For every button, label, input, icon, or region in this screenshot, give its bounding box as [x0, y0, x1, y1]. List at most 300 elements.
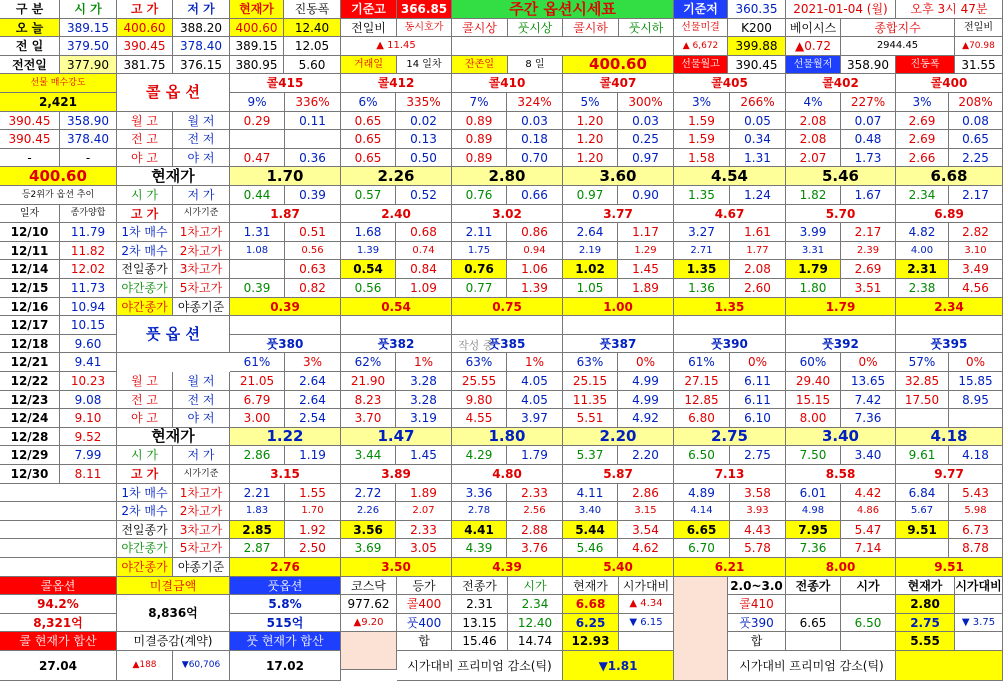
call-pct-a-2[interactable]: 7% — [452, 93, 507, 112]
put-buy1-b-3[interactable]: 2.86 — [618, 484, 674, 502]
put-month-b-0[interactable]: 2.64 — [285, 372, 341, 391]
today-h3[interactable]: 콜시상 — [452, 19, 508, 37]
put-close3-a-0[interactable]: 2.85 — [230, 521, 285, 539]
put-night5-a-2[interactable]: 4.39 — [452, 539, 507, 558]
put-buy1-a-6[interactable]: 6.84 — [896, 484, 949, 502]
put-prevd-a-1[interactable]: 8.23 — [341, 391, 396, 409]
history-value-7[interactable]: 9.41 — [60, 353, 117, 372]
put-night5-a-0[interactable]: 2.87 — [230, 539, 285, 558]
prev2-low[interactable]: 376.15 — [173, 56, 230, 74]
rowlabel-nbasis[interactable]: 야종기준 — [173, 298, 230, 316]
rowlabel-tgt2[interactable]: 2차고가 — [173, 502, 230, 521]
call-high-2[interactable]: 3.02 — [452, 205, 563, 223]
label-basis-low[interactable]: 기준저 — [674, 0, 728, 19]
put-night-b-2[interactable]: 3.97 — [507, 409, 563, 428]
basis-low[interactable]: 360.35 — [728, 0, 786, 19]
prev-high[interactable]: 390.45 — [117, 37, 173, 56]
put-buy2-a-6[interactable]: 5.67 — [896, 502, 949, 521]
put-prevd-a-2[interactable]: 9.80 — [452, 391, 507, 409]
right-r_sum-0[interactable]: 합 — [728, 632, 786, 651]
rowlabel-buy1[interactable]: 1차 매수 — [117, 223, 173, 242]
right-r_head-4[interactable]: 시가대비 — [955, 577, 1003, 595]
spacer-3[interactable] — [563, 316, 674, 335]
call-pct-b-0[interactable]: 336% — [285, 93, 341, 112]
trading-days[interactable]: 14 일차 — [397, 56, 452, 74]
call-buy1-b-6[interactable]: 2.82 — [949, 223, 1003, 242]
put-prevd-b-2[interactable]: 4.05 — [507, 391, 563, 409]
call-buy1-b-0[interactable]: 0.51 — [285, 223, 341, 242]
call-month-a-5[interactable]: 2.08 — [786, 112, 841, 130]
call-strike-5[interactable]: 콜402 — [786, 74, 896, 93]
history-value-3[interactable]: 11.73 — [60, 279, 117, 298]
put-buy1-a-5[interactable]: 6.01 — [786, 484, 841, 502]
right-prem-value[interactable] — [896, 651, 1003, 681]
today-low[interactable]: 388.20 — [173, 19, 230, 37]
call-buy1-a-1[interactable]: 1.68 — [341, 223, 396, 242]
footer-put-sum[interactable]: 17.02 — [230, 651, 341, 681]
call-open_low-b-6[interactable]: 2.17 — [949, 186, 1003, 205]
history-date-1[interactable]: 12/11 — [0, 242, 60, 260]
call-buy2-a-3[interactable]: 2.19 — [563, 242, 618, 260]
put-pct-a-5[interactable]: 60% — [786, 353, 841, 372]
put-open_low-b-1[interactable]: 1.45 — [396, 446, 452, 465]
put-close3-b-6[interactable]: 6.73 — [949, 521, 1003, 539]
put-month-a-3[interactable]: 25.15 — [563, 372, 618, 391]
put-buy2-b-2[interactable]: 2.56 — [507, 502, 563, 521]
history-date-4[interactable]: 12/16 — [0, 298, 60, 316]
mid-t_head-1[interactable]: 전종가 — [452, 577, 508, 595]
history-value-12[interactable]: 7.99 — [60, 446, 117, 465]
mid-t_call-1[interactable]: 2.31 — [452, 595, 508, 614]
history-value-5[interactable]: 10.15 — [60, 316, 117, 335]
put-prevd-b-6[interactable]: 8.95 — [949, 391, 1003, 409]
date[interactable]: 2021-01-04 (월) — [786, 0, 896, 19]
call-buy1-a-2[interactable]: 2.11 — [452, 223, 507, 242]
label-month-high[interactable]: 선물월고 — [674, 56, 728, 74]
footer-call-sum-label[interactable]: 콜 현재가 합산 — [0, 632, 117, 651]
rowlabel-tgt3[interactable]: 3차고가 — [173, 260, 230, 279]
strength-value[interactable]: 2,421 — [0, 93, 117, 112]
call-open_low-b-2[interactable]: 0.66 — [507, 186, 563, 205]
footer-put-pct[interactable]: 5.8% — [230, 595, 341, 614]
put-month-a-4[interactable]: 27.15 — [674, 372, 730, 391]
put-close3-a-3[interactable]: 5.44 — [563, 521, 618, 539]
call-open_low-a-1[interactable]: 0.57 — [341, 186, 396, 205]
call-open_low-b-1[interactable]: 0.52 — [396, 186, 452, 205]
call-night5-a-5[interactable]: 1.80 — [786, 279, 841, 298]
put-night-a-1[interactable]: 3.70 — [341, 409, 396, 428]
left-blank-29[interactable] — [0, 539, 117, 558]
rowlabel-low[interactable]: 저 가 — [173, 186, 230, 205]
call-pd-a[interactable]: 390.45 — [0, 130, 60, 149]
call-night5-a-6[interactable]: 2.38 — [896, 279, 949, 298]
history-date-3[interactable]: 12/15 — [0, 279, 60, 298]
call-night5-a-1[interactable]: 0.56 — [341, 279, 396, 298]
put-close3-b-4[interactable]: 4.43 — [730, 521, 786, 539]
call-buy1-a-3[interactable]: 2.64 — [563, 223, 618, 242]
put-open_low-b-2[interactable]: 1.79 — [507, 446, 563, 465]
put-night5-b-4[interactable]: 5.78 — [730, 539, 786, 558]
prev2-open[interactable]: 377.90 — [60, 56, 117, 74]
put-open_low-a-4[interactable]: 6.50 — [674, 446, 730, 465]
call-high-6[interactable]: 6.89 — [896, 205, 1003, 223]
put-month-b-5[interactable]: 13.65 — [841, 372, 896, 391]
call-close3-b-2[interactable]: 1.06 — [507, 260, 563, 279]
today-h8[interactable]: K200 — [728, 19, 786, 37]
call-night-b-2[interactable]: 0.70 — [507, 149, 563, 167]
history-value-2[interactable]: 12.02 — [60, 260, 117, 279]
footer-call-amt[interactable]: 8,321억 — [0, 614, 117, 632]
put-month-a-1[interactable]: 21.90 — [341, 372, 396, 391]
put-month-b-4[interactable]: 6.11 — [730, 372, 786, 391]
call-prevd-b-6[interactable]: 0.65 — [949, 130, 1003, 149]
history-value-1[interactable]: 11.82 — [60, 242, 117, 260]
basis-high[interactable]: 366.85 — [397, 0, 452, 19]
footer-call-pct[interactable]: 94.2% — [0, 595, 117, 614]
label-high[interactable]: 고 가 — [117, 0, 173, 19]
history-value-4[interactable]: 10.94 — [60, 298, 117, 316]
call-cur-5[interactable]: 5.46 — [786, 167, 896, 186]
mid-prem-value[interactable]: ▼1.81 — [563, 651, 674, 681]
right-r_call-2[interactable] — [841, 595, 896, 614]
put-pct-b-1[interactable]: 1% — [396, 353, 452, 372]
call-night5-b-3[interactable]: 1.89 — [618, 279, 674, 298]
right-r_call-4[interactable] — [955, 595, 1003, 614]
put-buy1-a-1[interactable]: 2.72 — [341, 484, 396, 502]
put-buy1-b-0[interactable]: 1.55 — [285, 484, 341, 502]
put-month-a-2[interactable]: 25.55 — [452, 372, 507, 391]
call-night-b-0[interactable]: 0.36 — [285, 149, 341, 167]
today-h9[interactable]: 베이시스 — [786, 19, 841, 37]
call-month-b-2[interactable]: 0.03 — [507, 112, 563, 130]
month-high[interactable]: 390.45 — [728, 56, 786, 74]
call-close3-b-0[interactable]: 0.63 — [285, 260, 341, 279]
call-nightclose-0[interactable]: 0.39 — [230, 298, 341, 316]
put-pct-a-3[interactable]: 63% — [563, 353, 618, 372]
call-pct-b-4[interactable]: 266% — [730, 93, 786, 112]
prev-low[interactable]: 378.40 — [173, 37, 230, 56]
call-prevd-b-5[interactable]: 0.48 — [841, 130, 896, 149]
rowlabel-buy2[interactable]: 2차 매수 — [117, 502, 173, 521]
rowlabel-night_hi[interactable]: 야 고 — [117, 149, 173, 167]
footer-kospi-label[interactable]: 코스닥 — [341, 577, 397, 595]
call-month-b-4[interactable]: 0.05 — [730, 112, 786, 130]
spacer-4[interactable] — [674, 316, 786, 335]
call-nightclose-2[interactable]: 0.75 — [452, 298, 563, 316]
footer-oi-amt[interactable]: 8,836억 — [117, 595, 230, 632]
rowlabel-tgt3[interactable]: 3차고가 — [173, 521, 230, 539]
spacer-0[interactable] — [230, 316, 341, 335]
put-close3-b-1[interactable]: 2.33 — [396, 521, 452, 539]
call-buy1-b-2[interactable]: 0.86 — [507, 223, 563, 242]
rowlabel-nclose[interactable]: 야간종가 — [117, 558, 173, 577]
put-buy2-b-6[interactable]: 5.98 — [949, 502, 1003, 521]
put-cur-3[interactable]: 2.20 — [563, 428, 674, 446]
call-close3-a-3[interactable]: 1.02 — [563, 260, 618, 279]
call-open_low-a-2[interactable]: 0.76 — [452, 186, 507, 205]
put-month-b-6[interactable]: 15.85 — [949, 372, 1003, 391]
put-night-b-5[interactable]: 7.36 — [841, 409, 896, 428]
put-pct-b-2[interactable]: 1% — [507, 353, 563, 372]
put-high-0[interactable]: 3.15 — [230, 465, 341, 484]
put-close3-a-4[interactable]: 6.65 — [674, 521, 730, 539]
put-night-b-6[interactable] — [949, 409, 1003, 428]
put-high-2[interactable]: 4.80 — [452, 465, 563, 484]
rowlabel-close[interactable]: 전일종가 — [117, 521, 173, 539]
mid-t_put-1[interactable]: 13.15 — [452, 614, 508, 632]
call-close3-b-3[interactable]: 1.45 — [618, 260, 674, 279]
rowlabel-month_lo[interactable]: 월 저 — [173, 372, 230, 391]
call-buy1-b-1[interactable]: 0.68 — [396, 223, 452, 242]
call-night-b-6[interactable]: 2.25 — [949, 149, 1003, 167]
rowlabel-tgt5[interactable]: 5차고가 — [173, 279, 230, 298]
put-night5-b-3[interactable]: 4.62 — [618, 539, 674, 558]
footer-oi-label[interactable]: 미결금액 — [117, 577, 230, 595]
call-pct-a-1[interactable]: 6% — [341, 93, 396, 112]
call-close3-a-1[interactable]: 0.54 — [341, 260, 396, 279]
put-cur-0[interactable]: 1.22 — [230, 428, 341, 446]
trend-label[interactable]: 등2위가 옵션 추이 — [0, 186, 117, 205]
put-close3-a-2[interactable]: 4.41 — [452, 521, 507, 539]
put-strike-6[interactable]: 풋395 — [896, 335, 1003, 353]
today-h11[interactable]: 전일비 — [955, 19, 1003, 37]
rowlabel-prev_hi[interactable]: 전 고 — [117, 391, 173, 409]
put-pct-b-4[interactable]: 0% — [730, 353, 786, 372]
put-buy2-b-1[interactable]: 2.07 — [396, 502, 452, 521]
label-open[interactable]: 시 가 — [60, 0, 117, 19]
call-strike-3[interactable]: 콜407 — [563, 74, 674, 93]
call-month-a-3[interactable]: 1.20 — [563, 112, 618, 130]
call-prevd-a-1[interactable]: 0.65 — [341, 130, 396, 149]
prev2-label[interactable]: 전전일 — [0, 56, 60, 74]
call-buy2-b-2[interactable]: 0.94 — [507, 242, 563, 260]
call-buy1-b-3[interactable]: 1.17 — [618, 223, 674, 242]
call-pd-b[interactable]: 378.40 — [60, 130, 117, 149]
spacer-2[interactable] — [452, 316, 563, 335]
rowlabel-tgt5[interactable]: 5차고가 — [173, 539, 230, 558]
put-cur-4[interactable]: 2.75 — [674, 428, 786, 446]
put-month-a-6[interactable]: 32.85 — [896, 372, 949, 391]
rowlabel-nclose[interactable]: 야간종가 — [117, 539, 173, 558]
call-prevd-b-1[interactable]: 0.13 — [396, 130, 452, 149]
put-night-a-2[interactable]: 4.55 — [452, 409, 507, 428]
put-month-b-2[interactable]: 4.05 — [507, 372, 563, 391]
spacer-1[interactable] — [341, 316, 452, 335]
call-pct-b-3[interactable]: 300% — [618, 93, 674, 112]
today-h2[interactable]: 동시호가 — [397, 19, 452, 37]
right-r_sum-4[interactable] — [955, 632, 1003, 651]
put-close3-b-5[interactable]: 5.47 — [841, 521, 896, 539]
rowlabel-prev_lo[interactable]: 전 저 — [173, 130, 230, 149]
rowlabel-high[interactable]: 고 가 — [117, 465, 173, 484]
put-strike-0[interactable]: 풋380 — [230, 335, 341, 353]
call-night-a-1[interactable]: 0.65 — [341, 149, 396, 167]
put-cur-6[interactable]: 4.18 — [896, 428, 1003, 446]
put-night-b-0[interactable]: 2.54 — [285, 409, 341, 428]
call-night-a-6[interactable]: 2.66 — [896, 149, 949, 167]
label-basis-high[interactable]: 기준고 — [341, 0, 397, 19]
left-blank-30[interactable] — [0, 558, 117, 577]
call-month-a-1[interactable]: 0.65 — [341, 112, 396, 130]
right-r_head-2[interactable]: 시가 — [841, 577, 896, 595]
rowlabel-prev_lo[interactable]: 전 저 — [173, 391, 230, 409]
put-close3-a-5[interactable]: 7.95 — [786, 521, 841, 539]
prev-empty[interactable] — [452, 37, 674, 56]
call-buy2-a-1[interactable]: 1.39 — [341, 242, 396, 260]
call-night-a-4[interactable]: 1.58 — [674, 149, 730, 167]
call-buy1-a-0[interactable]: 1.31 — [230, 223, 285, 242]
put-buy1-b-4[interactable]: 3.58 — [730, 484, 786, 502]
rowlabel-cur[interactable]: 현재가 — [117, 428, 230, 446]
today-current[interactable]: 400.60 — [230, 19, 284, 37]
prev-current[interactable]: 389.15 — [230, 37, 284, 56]
footer-kospi[interactable]: 977.62 — [341, 595, 397, 614]
put-prevd-b-0[interactable]: 2.64 — [285, 391, 341, 409]
label-gubun[interactable]: 구 분 — [0, 0, 60, 19]
call-nightclose-3[interactable]: 1.00 — [563, 298, 674, 316]
put-open_low-b-0[interactable]: 1.19 — [285, 446, 341, 465]
put-pct-b-3[interactable]: 0% — [618, 353, 674, 372]
call-close3-a-4[interactable]: 1.35 — [674, 260, 730, 279]
put-month-a-0[interactable]: 21.05 — [230, 372, 285, 391]
call-cur-0[interactable]: 1.70 — [230, 167, 341, 186]
label-trading-days[interactable]: 거래일 — [341, 56, 397, 74]
put-open_low-b-3[interactable]: 2.20 — [618, 446, 674, 465]
call-night-a-0[interactable]: 0.47 — [230, 149, 285, 167]
call-month-b-6[interactable]: 0.08 — [949, 112, 1003, 130]
call-open_low-a-0[interactable]: 0.44 — [230, 186, 285, 205]
call-cur-1[interactable]: 2.26 — [341, 167, 452, 186]
put-open_low-a-6[interactable]: 9.61 — [896, 446, 949, 465]
remaining-days[interactable]: 8 일 — [508, 56, 563, 74]
put-pct-b-0[interactable]: 3% — [285, 353, 341, 372]
call-close3-a-6[interactable]: 2.31 — [896, 260, 949, 279]
call-close3-a-2[interactable]: 0.76 — [452, 260, 507, 279]
call-night-a-3[interactable]: 1.20 — [563, 149, 618, 167]
footer-put-amt[interactable]: 515억 — [230, 614, 341, 632]
put-prevd-a-0[interactable]: 6.79 — [230, 391, 285, 409]
call-pct-b-5[interactable]: 227% — [841, 93, 896, 112]
call-month-b-1[interactable]: 0.02 — [396, 112, 452, 130]
call-nightclose-6[interactable]: 2.34 — [896, 298, 1003, 316]
put-pct-a-6[interactable]: 57% — [896, 353, 949, 372]
rowlabel-night_lo[interactable]: 야 저 — [173, 409, 230, 428]
call-pct-a-0[interactable]: 9% — [230, 93, 285, 112]
history-value-0[interactable]: 11.79 — [60, 223, 117, 242]
call-close3-a-5[interactable]: 1.79 — [786, 260, 841, 279]
history-date-0[interactable]: 12/10 — [0, 223, 60, 242]
rowlabel-open[interactable]: 시 가 — [117, 186, 173, 205]
time[interactable]: 오후 3시 47분 — [896, 0, 1003, 19]
today-h5[interactable]: 콜시하 — [563, 19, 619, 37]
put-buy2-a-3[interactable]: 3.40 — [563, 502, 618, 521]
put-prevd-a-6[interactable]: 17.50 — [896, 391, 949, 409]
rowlabel-nclose[interactable]: 야간종가 — [117, 298, 173, 316]
rowlabel-buy2[interactable]: 2차 매수 — [117, 242, 173, 260]
prev-open[interactable]: 379.50 — [60, 37, 117, 56]
call-buy2-b-3[interactable]: 1.29 — [618, 242, 674, 260]
call-night5-b-5[interactable]: 3.51 — [841, 279, 896, 298]
call-night5-a-2[interactable]: 0.77 — [452, 279, 507, 298]
call-mh-a[interactable]: 390.45 — [0, 112, 60, 130]
history-date-13[interactable]: 12/30 — [0, 465, 60, 484]
call-month-a-6[interactable]: 2.69 — [896, 112, 949, 130]
rowlabel-high_basis[interactable]: 시가기준 — [173, 465, 230, 484]
prev2-range[interactable]: 5.60 — [284, 56, 341, 74]
put-cur-2[interactable]: 1.80 — [452, 428, 563, 446]
history-value-11[interactable]: 9.52 — [60, 428, 117, 446]
mid-t_head-0[interactable]: 등가 — [397, 577, 452, 595]
month-low[interactable]: 358.90 — [841, 56, 896, 74]
call-open_low-b-0[interactable]: 0.39 — [285, 186, 341, 205]
put-cur-1[interactable]: 1.47 — [341, 428, 452, 446]
put-pct-a-2[interactable]: 63% — [452, 353, 507, 372]
put-buy2-a-5[interactable]: 4.98 — [786, 502, 841, 521]
label-current[interactable]: 현재가 — [230, 0, 284, 19]
prev2-high[interactable]: 381.75 — [117, 56, 173, 74]
call-buy2-a-4[interactable]: 2.71 — [674, 242, 730, 260]
call-month-b-3[interactable]: 0.03 — [618, 112, 674, 130]
put-night5-a-5[interactable]: 7.36 — [786, 539, 841, 558]
put-buy1-a-3[interactable]: 4.11 — [563, 484, 618, 502]
mid-t_sum-3[interactable]: 12.93 — [563, 632, 619, 651]
call-nightclose-4[interactable]: 1.35 — [674, 298, 786, 316]
call-night-a-2[interactable]: 0.89 — [452, 149, 507, 167]
put-night-b-3[interactable]: 4.92 — [618, 409, 674, 428]
footer-call-label[interactable]: 콜옵션 — [0, 577, 117, 595]
put-prevd-b-1[interactable]: 3.28 — [396, 391, 452, 409]
call-pct-a-3[interactable]: 5% — [563, 93, 618, 112]
mid-t_head-4[interactable]: 시가대비 — [619, 577, 674, 595]
rowlabel-tgt2[interactable]: 2차고가 — [173, 242, 230, 260]
left-blank-27[interactable] — [0, 502, 117, 521]
right-r_put-0[interactable]: 풋390 — [728, 614, 786, 632]
footer-oi-chg-label[interactable]: 미결증감(계약) — [117, 632, 230, 651]
right-r_head-1[interactable]: 전종가 — [786, 577, 841, 595]
call-open_low-a-4[interactable]: 1.35 — [674, 186, 730, 205]
put-night5-b-0[interactable]: 2.50 — [285, 539, 341, 558]
footer-pink[interactable] — [341, 632, 397, 670]
call-prevd-a-4[interactable]: 1.59 — [674, 130, 730, 149]
call-buy2-b-5[interactable]: 2.39 — [841, 242, 896, 260]
put-month-b-3[interactable]: 4.99 — [618, 372, 674, 391]
call-night5-b-1[interactable]: 1.09 — [396, 279, 452, 298]
put-close3-b-2[interactable]: 2.88 — [507, 521, 563, 539]
col-date[interactable]: 일자 — [0, 205, 60, 223]
rowlabel-tgt1[interactable]: 1차고가 — [173, 223, 230, 242]
call-strike-0[interactable]: 콜415 — [230, 74, 341, 93]
call-pct-b-6[interactable]: 208% — [949, 93, 1003, 112]
call-prevd-a-0[interactable] — [230, 130, 285, 149]
footer-call-sum[interactable]: 27.04 — [0, 651, 117, 681]
put-buy2-a-2[interactable]: 2.78 — [452, 502, 507, 521]
mid-t_head-2[interactable]: 시가 — [508, 577, 563, 595]
prev2-current[interactable]: 380.95 — [230, 56, 284, 74]
call-pct-a-6[interactable]: 3% — [896, 93, 949, 112]
put-buy1-b-6[interactable]: 5.43 — [949, 484, 1003, 502]
put-open_low-b-4[interactable]: 2.75 — [730, 446, 786, 465]
call-mh-b[interactable]: 358.90 — [60, 112, 117, 130]
call-night5-b-4[interactable]: 2.60 — [730, 279, 786, 298]
mid-t_put-0[interactable]: 풋400 — [397, 614, 452, 632]
put-night5-a-6[interactable] — [896, 539, 949, 558]
call-month-b-0[interactable]: 0.11 — [285, 112, 341, 130]
call-prevd-a-2[interactable]: 0.89 — [452, 130, 507, 149]
put-night5-a-1[interactable]: 3.69 — [341, 539, 396, 558]
call-night5-b-2[interactable]: 1.39 — [507, 279, 563, 298]
call-night5-b-6[interactable]: 4.56 — [949, 279, 1003, 298]
prev-range[interactable]: 12.05 — [284, 37, 341, 56]
